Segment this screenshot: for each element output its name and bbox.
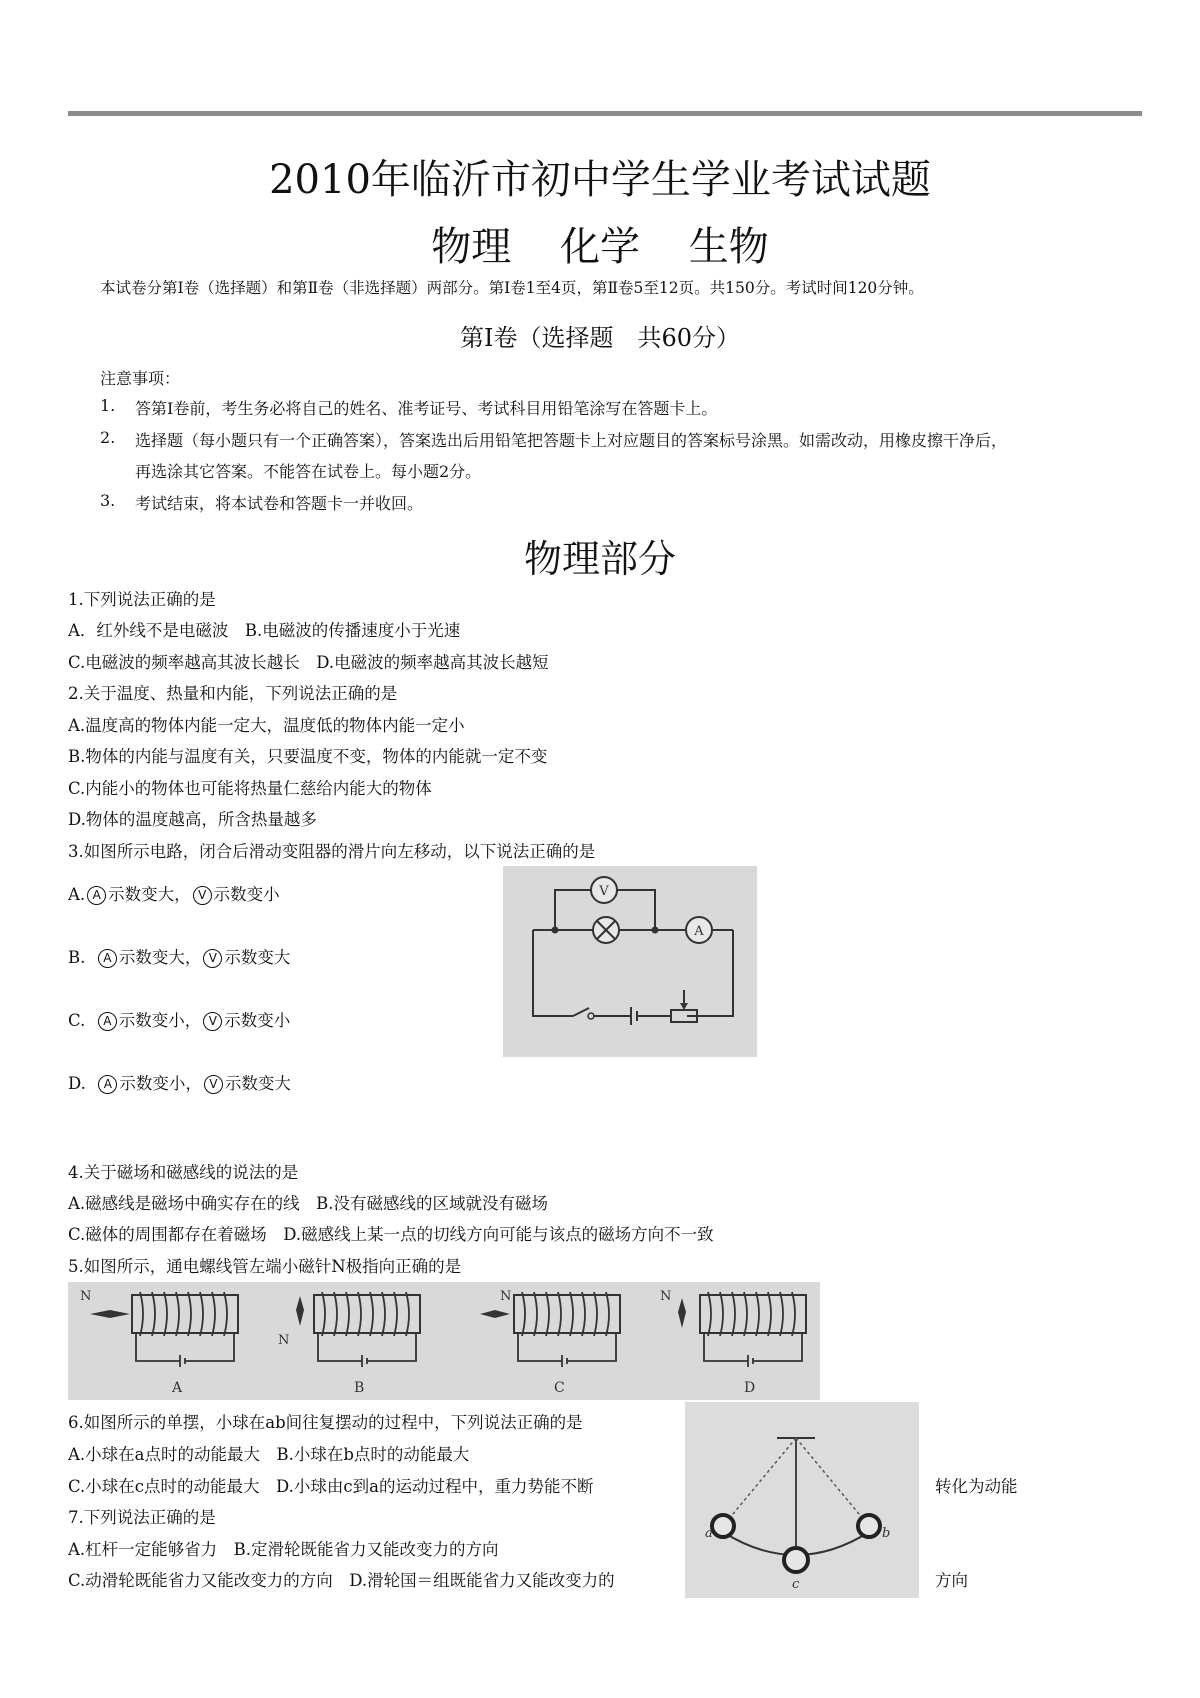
ball-c: [784, 1548, 808, 1592]
svg-text:B: B: [354, 1380, 365, 1396]
page-title: 2010年临沂市初中学生学业考试试题: [269, 157, 931, 203]
note-number: 3.: [100, 491, 116, 510]
exam-intro: 本试卷分第Ⅰ卷（选择题）和第Ⅱ卷（非选择题）两部分。第Ⅰ卷1至4页，第Ⅱ卷5至12页。共150分。考试时间120分钟。: [100, 279, 924, 297]
pendulum-figure: [685, 1402, 919, 1598]
svg-text:N: N: [278, 1333, 290, 1348]
svg-text:b: b: [882, 1526, 891, 1541]
q4-options-line2: C.磁体的周围都存在着磁场 D.磁感线上某一点的切线方向可能与该点的磁场方向不一致: [68, 1225, 714, 1244]
subject-chemistry: 化学: [560, 224, 640, 270]
voltmeter-symbol: V: [193, 886, 212, 905]
solenoid-figure: [68, 1282, 820, 1400]
q2-stem: 2.关于温度、热量和内能，下列说法正确的是: [68, 684, 398, 703]
svg-text:A: A: [172, 1380, 183, 1396]
option-text: 示数变小: [224, 1011, 291, 1030]
option-text: 示数变大，: [108, 885, 191, 904]
option-label: B.: [68, 948, 86, 967]
option-text: 示数变大，: [118, 948, 202, 967]
q3-option-d: [68, 1070, 291, 1094]
q2-option-d: D.物体的温度越高，所含热量越多: [68, 810, 317, 829]
option-text: 示数变小，: [118, 1011, 202, 1030]
ammeter-symbol: A: [98, 1012, 117, 1031]
option-text: 示数变小，: [119, 1074, 202, 1093]
q2-option-b: B.物体的内能与温度有关，只要温度不变，物体的内能就一定不变: [68, 747, 548, 766]
note-text: 答第Ⅰ卷前，考生务必将自己的姓名、准考证号、考试科目用铅笔涂写在答题卡上。: [135, 399, 718, 418]
q3-option-b: [68, 944, 290, 968]
q7-stem: 7.下列说法正确的是: [68, 1508, 216, 1527]
q3-option-c: [68, 1007, 290, 1031]
volume-heading: 第Ⅰ卷（选择题 共60分）: [459, 324, 741, 352]
ammeter-symbol: A: [98, 949, 117, 968]
svg-text:N: N: [500, 1289, 512, 1304]
notes-heading: 注意事项：: [100, 369, 181, 388]
q3-stem: 3.如图所示电路，闭合后滑动变阻器的滑片向左移动，以下说法正确的是: [68, 842, 596, 861]
solenoid-option-c: [480, 1289, 620, 1396]
voltmeter-symbol: V: [203, 949, 222, 968]
q7-options-line2: C.动滑轮既能省力又能改变力的方向 D.滑轮国＝组既能省力又能改变力的: [68, 1571, 615, 1590]
solenoid-option-d: [660, 1289, 806, 1396]
note-text-cont: 再选涂其它答案。不能答在试卷上。每小题2分。: [135, 462, 482, 481]
q4-stem: 4.关于磁场和磁感线的说法的是: [68, 1163, 299, 1182]
svg-text:N: N: [80, 1289, 92, 1304]
pendulum-svg: [685, 1402, 919, 1598]
solenoid-option-a: [80, 1289, 238, 1396]
note-text: 考试结束，将本试卷和答题卡一并收回。: [135, 494, 424, 513]
top-rule: [68, 111, 1142, 116]
q1-stem: 1.下列说法正确的是: [68, 590, 216, 609]
q7-options-line1: A.杠杆一定能够省力 B.定滑轮既能省力又能改变力的方向: [68, 1540, 499, 1559]
q3-option-a: [68, 881, 280, 905]
option-text: 示数变小: [213, 885, 280, 904]
subject-biology: 生物: [688, 224, 769, 270]
q1-options-line2: C.电磁波的频率越高其波长越长 D.电磁波的频率越高其波长越短: [68, 653, 549, 672]
q6-options-line2: C.小球在c点时的动能最大 D.小球由c到a的运动过程中，重力势能不断: [68, 1477, 594, 1496]
q1-options-line1: A．红外线不是电磁波 B.电磁波的传播速度小于光速: [68, 621, 461, 640]
svg-text:a: a: [705, 1526, 713, 1541]
circuit-diagram: [503, 866, 757, 1057]
svg-text:D: D: [744, 1380, 756, 1396]
svg-text:N: N: [660, 1289, 672, 1304]
slider-arrow: [680, 1003, 688, 1010]
voltmeter-symbol: V: [204, 1075, 223, 1094]
option-text: 示数变大: [224, 948, 291, 967]
ammeter-symbol: A: [87, 886, 106, 905]
q6-stem: 6.如图所示的单摆，小球在ab间往复摆动的过程中，下列说法正确的是: [68, 1413, 583, 1432]
q5-stem: 5.如图所示，通电螺线管左端小磁针N极指向正确的是: [68, 1257, 462, 1276]
svg-text:C: C: [554, 1380, 565, 1396]
q6-options-line1: A.小球在a点时的动能最大 B.小球在b点时的动能最大: [68, 1445, 470, 1464]
note-number: 1.: [100, 396, 116, 415]
ammeter-icon: [686, 917, 712, 943]
svg-text:A: A: [694, 924, 704, 939]
svg-text:V: V: [599, 884, 609, 899]
q2-option-a: A.温度高的物体内能一定大，温度低的物体内能一定小: [68, 716, 465, 735]
ball-a: [705, 1515, 734, 1541]
subject-physics: 物理: [431, 224, 512, 270]
option-text: 示数变大: [224, 1074, 291, 1093]
note-text: 选择题（每小题只有一个正确答案），答案选出后用铅笔把答题卡上对应题目的答案标号涂黑。如需改动，用橡皮擦干净后，: [135, 431, 1008, 450]
lamp-icon: [593, 917, 619, 943]
voltmeter-symbol: V: [203, 1012, 222, 1031]
ball-b: [858, 1515, 890, 1541]
option-label: A.: [68, 885, 86, 904]
q4-options-line1: A.磁感线是磁场中确实存在的线 B.没有磁感线的区域就没有磁场: [68, 1194, 549, 1213]
solenoid-option-b: [278, 1292, 420, 1396]
q2-option-c: C.内能小的物体也可能将热量仁慈给内能大的物体: [68, 779, 432, 798]
solenoid-svg: [68, 1282, 820, 1400]
svg-text:c: c: [792, 1577, 800, 1592]
subject-list: [0, 215, 1200, 272]
voltmeter-icon: [591, 877, 617, 903]
option-label: C.: [68, 1011, 86, 1030]
note-number: 2.: [100, 428, 116, 447]
q7-options-line2-tail: 方向: [935, 1571, 968, 1590]
q6-options-line2-tail: 转化为动能: [935, 1477, 1018, 1496]
section-title: 物理部分: [523, 537, 676, 581]
option-label: D.: [68, 1074, 86, 1093]
circuit-svg: [503, 866, 757, 1057]
ammeter-symbol: A: [98, 1075, 117, 1094]
